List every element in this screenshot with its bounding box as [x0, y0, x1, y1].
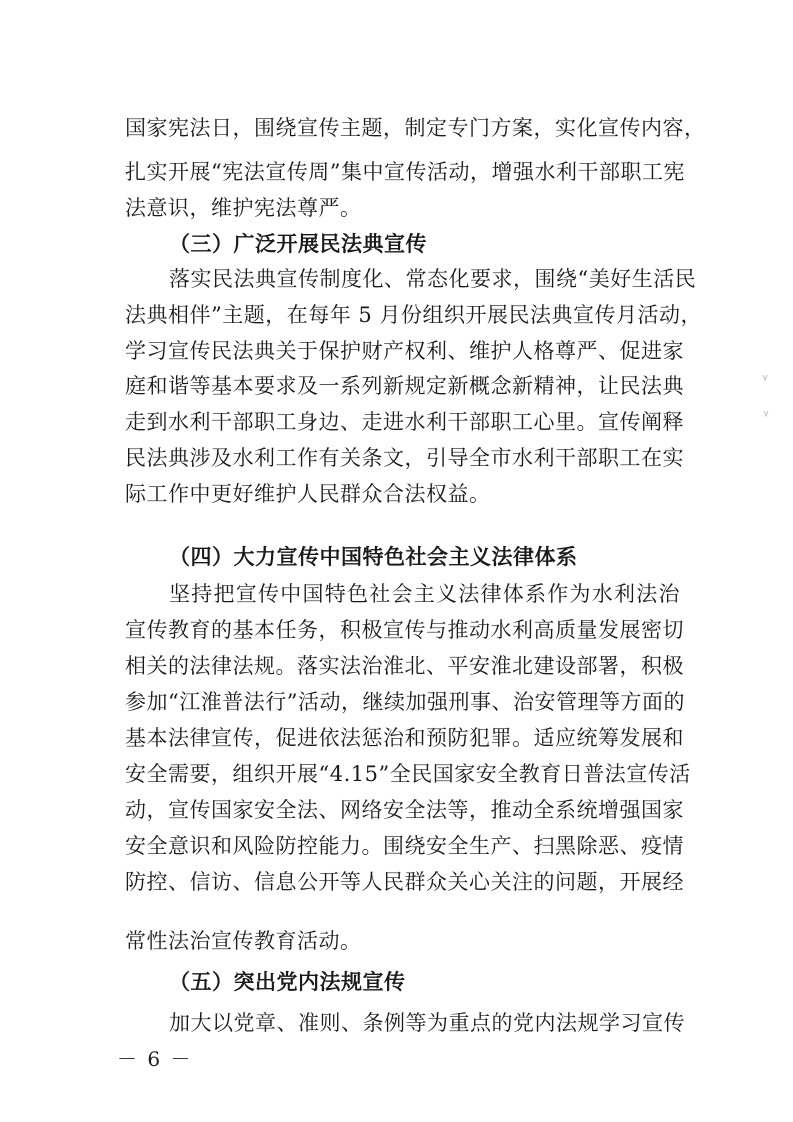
paragraph-line: 法意识，维护宪法尊严。	[125, 196, 362, 220]
page-number: － 6 －	[117, 1047, 193, 1071]
paragraph-line: 相关的法律法规。落实法治淮北、平安淮北建设部署，积极	[125, 654, 684, 678]
paragraph-line: 宣传教育的基本任务，积极宣传与推动水利高质量发展密切	[125, 618, 684, 642]
paragraph-line: 基本法律宣传，促进依法惩治和预防犯罪。适应统筹发展和	[125, 726, 684, 750]
section-heading-5: （五）突出党内法规宣传	[169, 970, 406, 994]
paragraph-line: 扎实开展“宪法宣传周”集中宣传活动，增强水利干部职工宪	[125, 160, 685, 184]
paragraph-line: 法典相伴”主题，在每年 5 月份组织开展民法典宣传月活动，	[125, 303, 702, 327]
paragraph-line: 际工作中更好维护人民群众合法权益。	[125, 482, 491, 506]
paragraph-line: 走到水利干部职工身边、走进水利干部职工心里。宣传阐释	[125, 410, 684, 434]
paragraph-line: 安全需要，组织开展“4.15”全民国家安全教育日普法宣传活	[125, 762, 691, 786]
paragraph-line: 动，宣传国家安全法、网络安全法等，推动全系统增强国家	[125, 798, 684, 822]
paragraph-line: 参加“江淮普法行”活动，继续加强刑事、治安管理等方面的	[125, 690, 685, 714]
paragraph-line: 学习宣传民法典关于保护财产权利、维护人格尊严、促进家	[125, 339, 684, 363]
paragraph-line: 国家宪法日，围绕宣传主题，制定专门方案，实化宣传内容，	[125, 116, 706, 140]
paragraph-line: 坚持把宣传中国特色社会主义法律体系作为水利法治	[169, 582, 680, 606]
paragraph-line: 民法典涉及水利工作有关条文，引导全市水利干部职工在实	[125, 446, 684, 470]
paragraph-line: 庭和谐等基本要求及一系列新规定新概念新精神，让民法典	[125, 374, 684, 398]
paragraph-line: 常性法治宣传教育活动。	[125, 929, 362, 953]
scan-mark-icon	[762, 374, 768, 382]
section-heading-3: （三）广泛开展民法典宣传	[169, 232, 427, 256]
paragraph-line: 落实民法典宣传制度化、常态化要求，围绕“美好生活民	[169, 267, 697, 291]
section-heading-4: （四）大力宣传中国特色社会主义法律体系	[169, 545, 578, 569]
scan-mark-icon	[763, 410, 769, 418]
paragraph-line: 加大以党章、准则、条例等为重点的党内法规学习宣传	[169, 1011, 685, 1035]
paragraph-line: 安全意识和风险防控能力。围绕安全生产、扫黑除恶、疫情	[125, 834, 684, 858]
paragraph-line: 防控、信访、信息公开等人民群众关心关注的问题，开展经	[125, 870, 684, 894]
